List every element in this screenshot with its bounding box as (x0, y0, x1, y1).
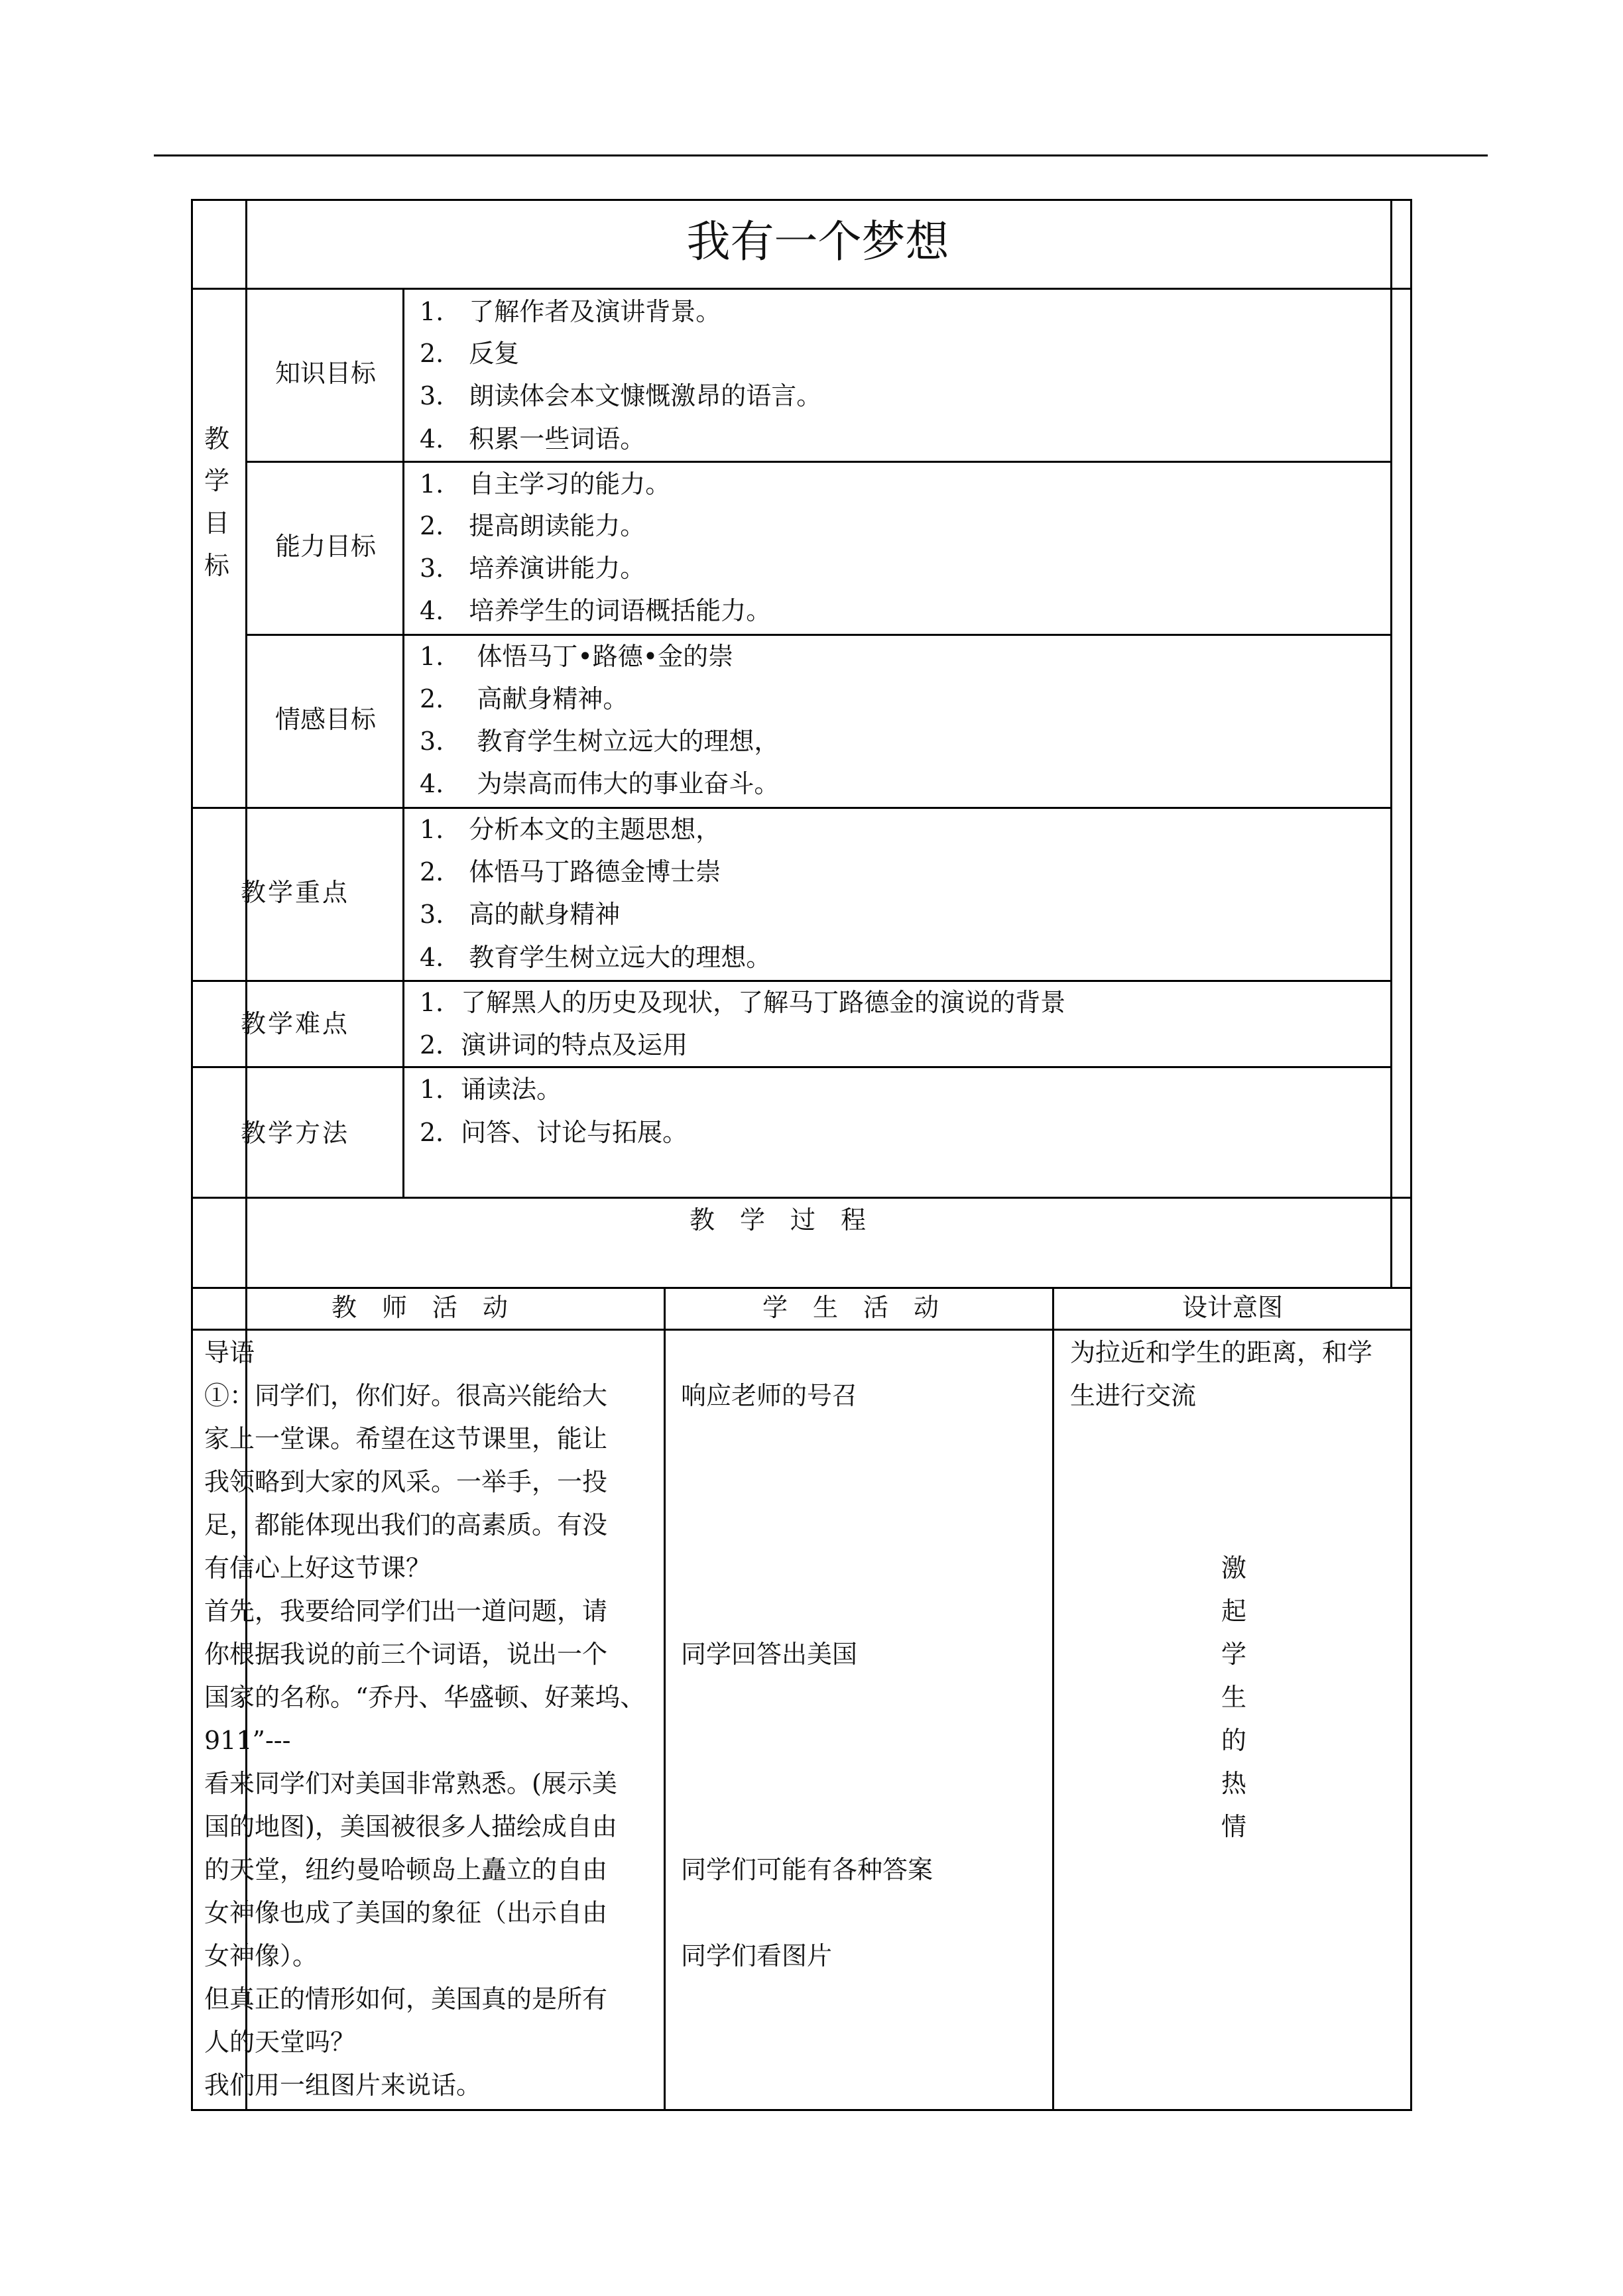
table-border (1410, 199, 1412, 2111)
table-border (402, 288, 404, 1198)
teacher-line: 导语 (204, 1338, 255, 1367)
student-item: 同学们看图片 (681, 1941, 833, 1970)
intent-vertical-char: 学 (1221, 1640, 1247, 1669)
teacher-line: 女神像也成了美国的象征（出示自由 (204, 1898, 608, 1927)
teacher-line: ①：同学们，你们好。很高兴能给大 (204, 1381, 608, 1410)
ability-goals-label: 能力目标 (275, 532, 377, 561)
list-item: 2. 反复 (420, 339, 520, 368)
teacher-line: 首先，我要给同学们出一道问题，请 (204, 1597, 608, 1626)
list-item: 1. 了解作者及演讲背景。 (420, 297, 721, 326)
process-heading: 教 学 过 程 (690, 1205, 867, 1235)
table-border (1390, 199, 1392, 1289)
table-border (191, 199, 193, 2111)
student-item: 同学回答出美国 (681, 1640, 858, 1669)
page-top-rule (154, 154, 1488, 156)
list-item: 2. 提高朗读能力。 (420, 511, 646, 540)
list-item: 4. 培养学生的词语概括能力。 (420, 596, 772, 625)
list-item: 3. 培养演讲能力。 (420, 554, 646, 583)
table-border (1052, 1287, 1054, 2110)
table-border (191, 1197, 1412, 1199)
list-item: 1. 分析本文的主题思想， (420, 815, 721, 844)
teacher-line: 的天堂，纽约曼哈顿岛上矗立的自由 (204, 1855, 608, 1884)
student-item: 同学们可能有各种答案 (681, 1855, 933, 1884)
list-item: 4. 教育学生树立远大的理想。 (420, 943, 772, 972)
table-border (245, 634, 1392, 636)
teacher-line: 人的天堂吗？ (204, 2027, 356, 2057)
difficulties-label: 教学难点 (241, 1009, 350, 1038)
student-item: 响应老师的号召 (681, 1381, 858, 1410)
table-border (191, 288, 1412, 290)
student-activity-header: 学 生 活 动 (762, 1293, 939, 1322)
teaching-goals-label-char: 学 (204, 466, 230, 495)
table-border (191, 807, 1392, 809)
intent-vertical-char: 热 (1221, 1769, 1247, 1798)
table-border (664, 1287, 666, 2110)
emotion-goals-label: 情感目标 (275, 705, 377, 734)
table-border (191, 980, 1392, 982)
intent-line: 为拉近和学生的距离，和学 (1070, 1338, 1373, 1367)
list-item: 3. 朗读体会本文慷慨激昂的语言。 (420, 381, 822, 410)
teacher-line: 家上一堂课。希望在这节课里，能让 (204, 1424, 608, 1453)
table-border (191, 199, 1412, 201)
teacher-line: 女神像）。 (204, 1941, 318, 1970)
teacher-line: 国的地图)，美国被很多人描绘成自由 (204, 1812, 617, 1841)
teacher-line: 我领略到大家的风采。一举手，一投 (204, 1467, 608, 1496)
intent-line: 生进行交流 (1070, 1381, 1197, 1410)
intent-vertical-char: 的 (1221, 1726, 1247, 1755)
design-intent-header: 设计意图 (1182, 1293, 1284, 1322)
knowledge-goals-label: 知识目标 (275, 359, 377, 388)
intent-vertical-char: 情 (1221, 1812, 1247, 1841)
teacher-activity-header: 教 师 活 动 (331, 1293, 509, 1322)
list-item: 4. 为崇高而伟大的事业奋斗。 (420, 769, 780, 798)
teacher-line: 我们用一组图片来说话。 (204, 2071, 482, 2100)
intent-vertical-char: 起 (1221, 1597, 1247, 1626)
list-item: 2．问答、讨论与拓展。 (420, 1118, 688, 1147)
list-item: 2．演讲词的特点及运用 (420, 1030, 688, 1059)
list-item: 4. 积累一些词语。 (420, 424, 646, 453)
teacher-line: 你根据我说的前三个词语，说出一个 (204, 1640, 608, 1669)
methods-label: 教学方法 (241, 1118, 350, 1148)
list-item: 3. 高的献身精神 (420, 900, 621, 929)
list-item: 1. 体悟马丁•路德•金的崇 (420, 642, 734, 671)
table-border (191, 1329, 1412, 1331)
key-points-label: 教学重点 (241, 878, 350, 907)
teacher-line: 足，都能体现出我们的高素质。有没 (204, 1510, 608, 1540)
teacher-line: 国家的名称。“乔丹、华盛顿、好莱坞、 (204, 1683, 646, 1712)
list-item: 1．诵读法。 (420, 1075, 562, 1104)
table-border (191, 2109, 1412, 2111)
teaching-goals-label-char: 标 (204, 551, 230, 580)
table-border (245, 461, 1392, 463)
intent-vertical-char: 激 (1221, 1553, 1247, 1583)
table-border (191, 1287, 1412, 1289)
teaching-goals-label-char: 教 (204, 424, 230, 453)
list-item: 2. 高献身精神。 (420, 684, 629, 713)
list-item: 2. 体悟马丁路德金博士崇 (420, 857, 721, 886)
page-title: 我有一个梦想 (686, 216, 949, 267)
intent-vertical-char: 生 (1221, 1683, 1247, 1712)
teacher-line: 911”--- (204, 1726, 291, 1755)
list-item: 1. 自主学习的能力。 (420, 469, 671, 499)
teacher-line: 看来同学们对美国非常熟悉。(展示美 (204, 1769, 617, 1798)
teacher-line: 但真正的情形如何，美国真的是所有 (204, 1984, 608, 2014)
teaching-goals-label-char: 目 (204, 509, 230, 538)
list-item: 3. 教育学生树立远大的理想， (420, 727, 780, 756)
list-item: 1．了解黑人的历史及现状，了解马丁路德金的演说的背景 (420, 988, 1066, 1017)
teacher-line: 有信心上好这节课？ (204, 1553, 432, 1583)
table-border (191, 1066, 1392, 1068)
